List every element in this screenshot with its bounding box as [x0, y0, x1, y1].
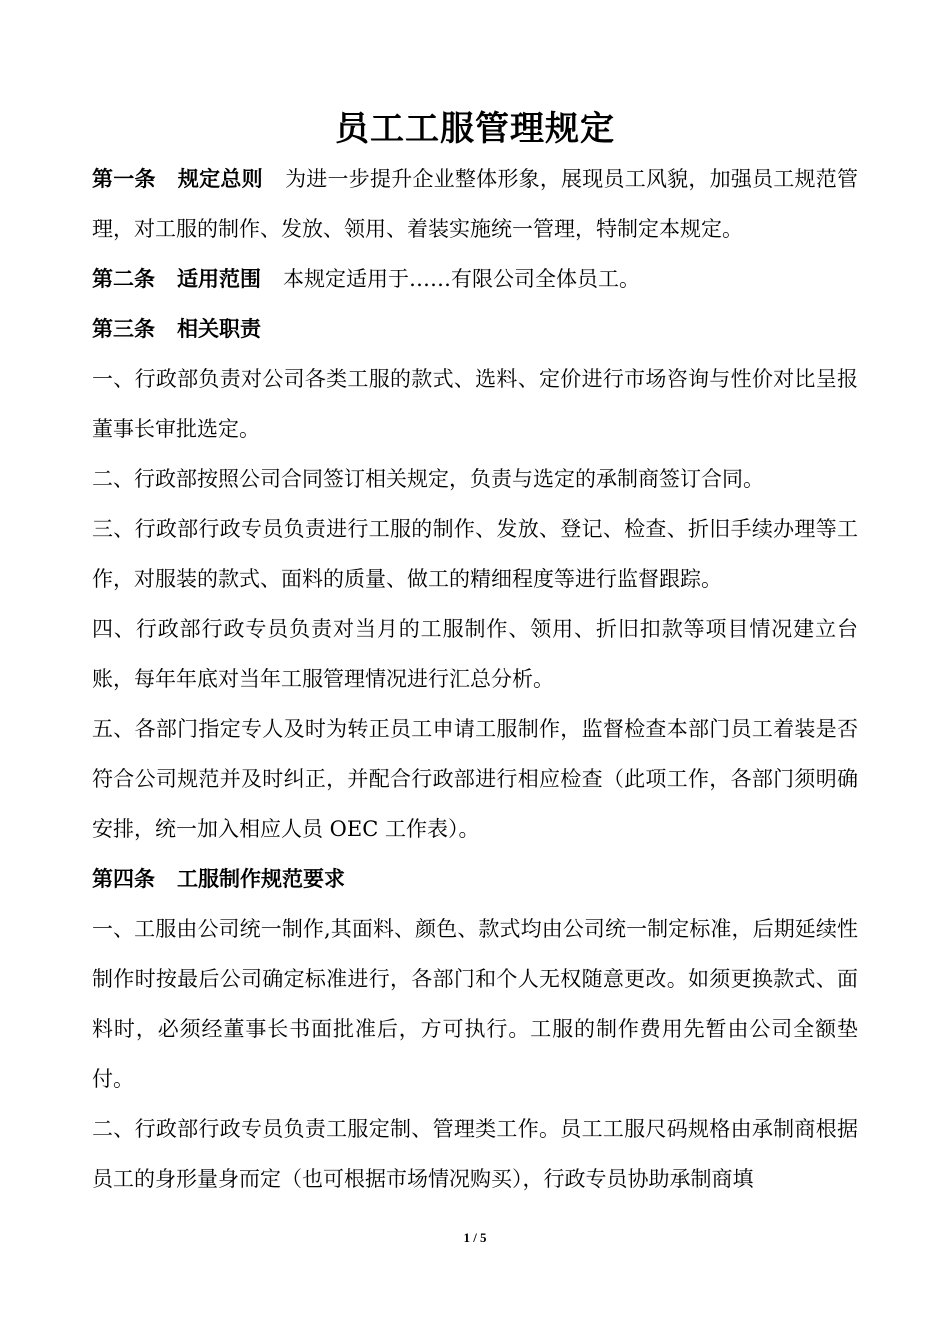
article-2-text: 本规定适用于……有限公司全体员工。	[283, 267, 640, 291]
article-2-number: 第二条	[92, 267, 155, 291]
article-3-header	[92, 304, 858, 354]
article-4-heading: 工服制作规范要求	[177, 867, 345, 891]
article-4-item: 二、行政部行政专员负责工服定制、管理类工作。员工工服尺码规格由承制商根据员工的身形量身而定（也可根据市场情况购买），行政专员协助承制商填	[92, 1117, 858, 1191]
document-body	[92, 154, 858, 1204]
article-4-item: 一、工服由公司统一制作,其面料、颜色、款式均由公司统一制定标准，后期延续性制作时按最后公司确定标准进行，各部门和个人无权随意更改。如须更换款式、面料时，必须经董事长书面批准后，方可执行。工服的制作费用先暂由公司全额垫付。	[92, 917, 858, 1091]
article-1-number: 第一条	[92, 167, 156, 191]
article-2	[92, 254, 858, 304]
article-1	[92, 154, 858, 254]
article-3-item: 四、行政部行政专员负责对当月的工服制作、领用、折旧扣款等项目情况建立台账，每年年底对当年工服管理情况进行汇总分析。	[92, 617, 858, 691]
article-3-number: 第三条	[92, 317, 155, 341]
article-3-heading: 相关职责	[177, 317, 261, 341]
article-4-number: 第四条	[92, 867, 155, 891]
article-3-item: 一、行政部负责对公司各类工服的款式、选料、定价进行市场咨询与性价对比呈报董事长审批选定。	[92, 367, 858, 441]
article-3-item: 五、各部门指定专人及时为转正员工申请工服制作，监督检查本部门员工着装是否符合公司规范并及时纠正，并配合行政部进行相应检查（此项工作，各部门须明确安排，统一加入相应人员 OEC 工作表）。	[92, 717, 858, 841]
article-2-heading: 适用范围	[177, 267, 261, 291]
article-1-text: 为进一步提升企业整体形象，展现员工风貌，加强员工规范管理，对工服的制作、发放、领用、着装实施统一管理，特制定本规定。	[92, 167, 859, 241]
article-4-header	[92, 854, 858, 904]
article-3-item: 二、行政部按照公司合同签订相关规定，负责与选定的承制商签订合同。	[92, 467, 764, 491]
article-1-heading: 规定总则	[177, 167, 263, 191]
article-3-item: 三、行政部行政专员负责进行工服的制作、发放、登记、检查、折旧手续办理等工作，对服装的款式、面料的质量、做工的精细程度等进行监督跟踪。	[92, 517, 858, 591]
document-title: 员工工服管理规定	[335, 109, 615, 149]
page-number: 1 / 5	[463, 1230, 487, 1245]
